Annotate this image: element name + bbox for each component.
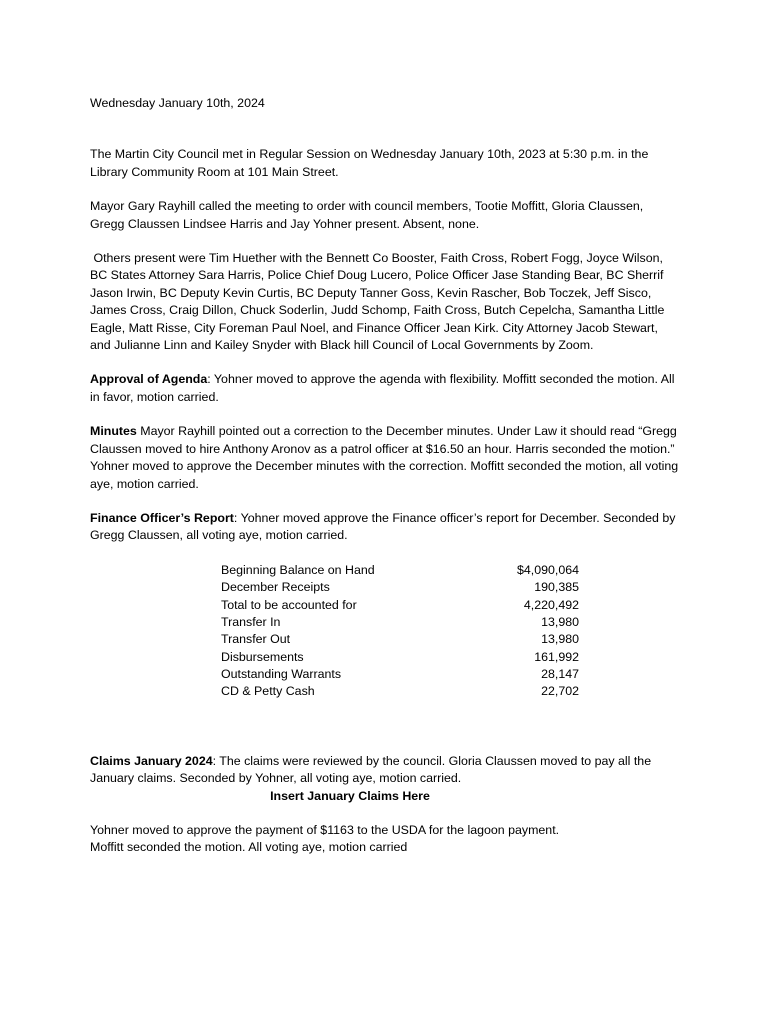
- finance-row: [221, 597, 579, 614]
- claims-paragraph: [90, 753, 680, 788]
- call-to-order-paragraph: Mayor Gary Rayhill called the meeting to order with council members, Tootie Moffitt, Gloria Claussen, Gregg Claussen Lindsee Harris and Jay Yohner present. Absent, none.: [90, 199, 644, 231]
- usda-line-2: Moffitt seconded the motion. All voting aye, motion carried: [90, 840, 408, 855]
- finance-row: [221, 579, 579, 596]
- finance-row-label: Beginning Balance on Hand: [221, 562, 375, 577]
- finance-table: [221, 562, 579, 701]
- finance-row-value: 161,992: [534, 649, 579, 664]
- usda-line-1: Yohner moved to approve the payment of $1163 to the USDA for the lagoon payment.: [90, 823, 560, 838]
- finance-row: [221, 666, 579, 683]
- finance-row-label: Disbursements: [221, 649, 304, 664]
- finance-row-value: 13,980: [541, 632, 579, 647]
- finance-row-value: $4,090,064: [516, 562, 579, 577]
- finance-row-value: 4,220,492: [523, 597, 579, 612]
- minutes-text: Mayor Rayhill pointed out a correction to the December minutes. Under Law it should read “Gregg Claussen moved to hire Anthony Aronov as a patrol officer at $16.50 an hour. Harris seconded the motion.” Yohner moved to approve the December minutes with the correction. Moffitt seconded the motion, all voting aye, motion carried.: [90, 424, 679, 491]
- agenda-paragraph: [90, 371, 680, 406]
- claims-heading: Claims January 2024: [90, 753, 213, 768]
- finance-row-value: 13,980: [541, 614, 579, 629]
- minutes-document: [90, 95, 680, 857]
- finance-row-value: 190,385: [534, 580, 579, 595]
- finance-row: [221, 649, 579, 666]
- finance-row-label: CD & Petty Cash: [221, 684, 315, 699]
- finance-row-label: December Receipts: [221, 580, 330, 595]
- minutes-heading: Minutes: [90, 424, 137, 439]
- finance-row-value: 28,147: [541, 667, 579, 682]
- finance-row: [221, 683, 579, 700]
- finance-row-label: Total to be accounted for: [221, 597, 357, 612]
- others-present-paragraph: Others present were Tim Huether with the Bennett Co Booster, Faith Cross, Robert Fogg, Joyce Wilson, BC States Attorney Sara Harris, Police Chief Doug Lucero, Police Officer Jase Standing Bear, BC Sherrif Jason Irwin, BC Deputy Kevin Curtis, BC Deputy Tanner Goss, Kevin Rascher, Bob Toczek, Jeff Sisco, James Cross, Craig Dillon, Chuck Soderlin, Judd Schomp, Faith Cross, Butch Cepelcha, Samantha Little Eagle, Matt Risse, City Foreman Paul Noel, and Finance Officer Jean Kirk. City Attorney Jacob Stewart, and Julianne Linn and Kailey Snyder with Black hill Council of Local Governments by Zoom.: [90, 251, 668, 353]
- finance-row-label: Transfer In: [221, 614, 281, 629]
- finance-text: : Yohner moved approve the Finance officer’s report for December. Seconded by Gregg Claussen, all voting aye, motion carried.: [90, 510, 676, 543]
- finance-paragraph: [90, 510, 680, 545]
- claims-insert-note: Insert January Claims Here: [270, 788, 430, 803]
- finance-heading: Finance Officer’s Report: [90, 510, 234, 525]
- meeting-date: Wednesday January 10th, 2024: [90, 96, 265, 110]
- agenda-text: : Yohner moved to approve the agenda with flexibility. Moffitt seconded the motion. All in favor, motion carried.: [90, 372, 675, 404]
- finance-row: [221, 631, 579, 648]
- finance-row-value: 22,702: [541, 684, 579, 699]
- finance-row: [221, 614, 579, 631]
- finance-row: [221, 562, 579, 579]
- finance-row-label: Transfer Out: [221, 632, 291, 647]
- minutes-paragraph: [90, 423, 680, 493]
- claims-text: : The claims were reviewed by the council. Gloria Claussen moved to pay all the January claims. Seconded by Yohner, all voting aye, motion carried.: [90, 753, 652, 786]
- finance-row-label: Outstanding Warrants: [221, 667, 342, 682]
- intro-paragraph: The Martin City Council met in Regular Session on Wednesday January 10th, 2023 at 5:30 p.m. in the Library Community Room at 101 Main Street.: [90, 147, 649, 179]
- agenda-heading: Approval of Agenda: [90, 372, 208, 387]
